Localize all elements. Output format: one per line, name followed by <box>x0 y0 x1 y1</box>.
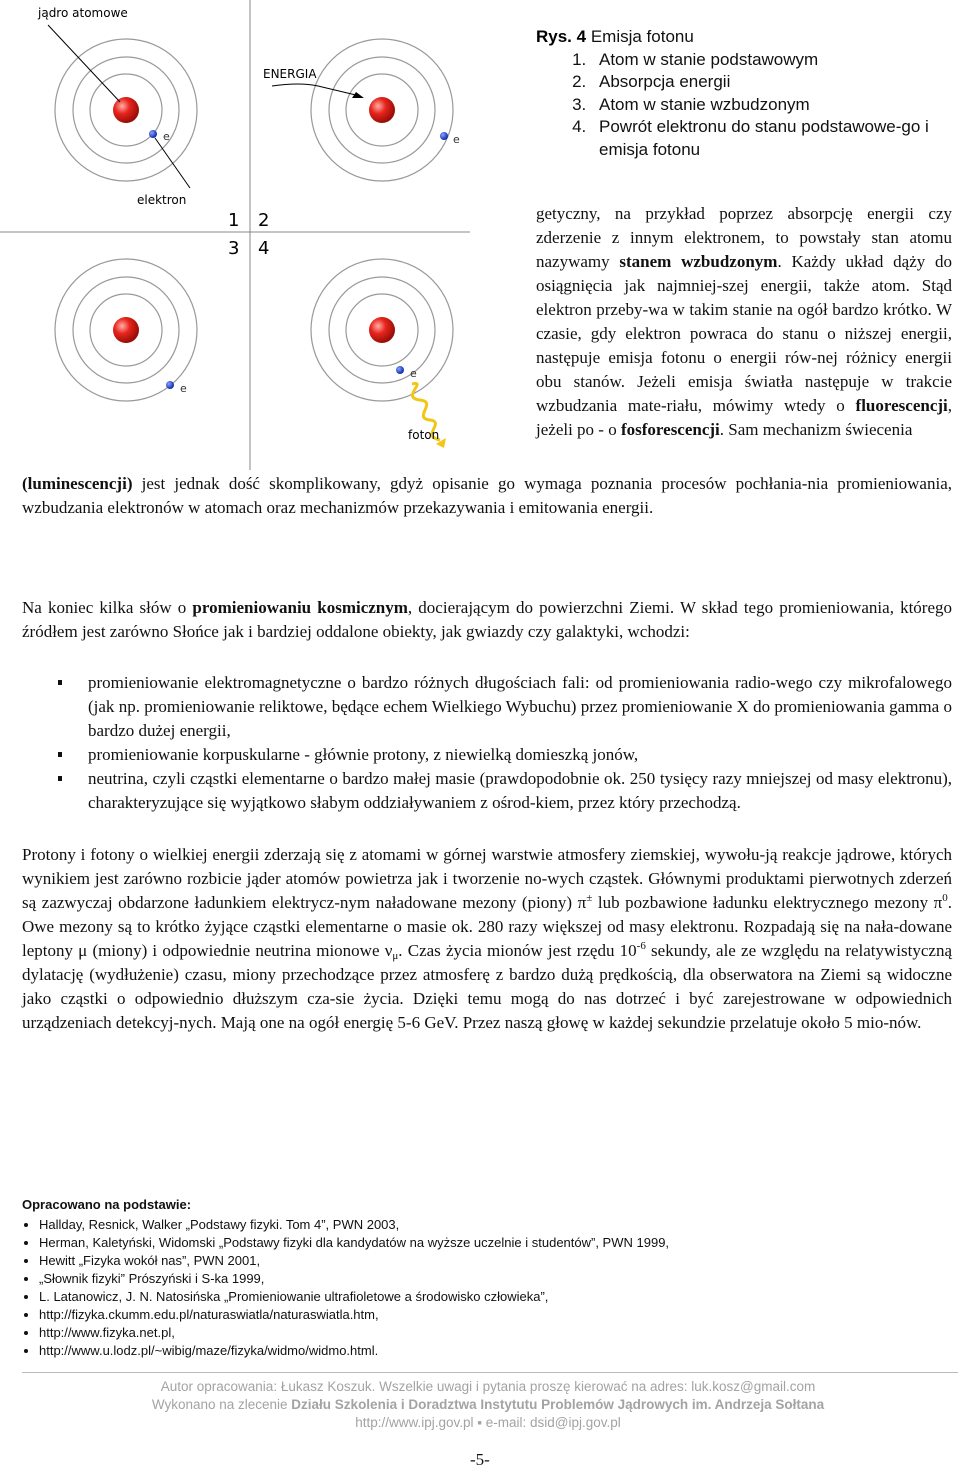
source-link[interactable]: http://fizyka.ckumm.edu.pl/naturaswiatla/naturaswiatla.htm, <box>22 1306 922 1324</box>
nucleus-2 <box>369 97 395 123</box>
source-item: Herman, Kaletyński, Widomski „Podstawy fizyki dla kandydatów na wyższe uczelnie i studentów”, PWN 1999, <box>22 1234 922 1252</box>
caption-item: 3. Atom w stanie wzbudzonym <box>591 94 936 117</box>
muons-paragraph: Protony i fotony o wielkiej energii zderzają się z atomami w górnej warstwie atmosfery ziemskiej, wywołu-ją reakcje jądrowe, których wynikiem jest zarówno rozbicie jąder atomów powietrza jak i tworzenie no-wych cząstek. Głównymi produktami pierwotnych zderzeń są zazwyczaj obdarzone ładunkiem elektrycz-nym naładowane mezony (piony) π± lub pozbawione ładunku elektrycznego mezony $\pi^0$. Owe mezony są to krótko żyjące cząstki elementarne o masie ok. 280 razy większej od masy elektronu. Rozpadają się na nała-dowane leptony μ (miony) i odpowiednie neutrina mionowe $\nu_\mu$. Czas życia mionów jest rzędu $10^{-6}$ sekundy, ale ze względu na relatywistyczną dylatację (wydłużenie) czasu, miony przechodzące przez atmosferę z bardzo dużą prędkością, dla obserwatora na Ziemi są widoczne jako cząstki o odpowiednio dłuższym cza-sie życia. Dzięki temu mogą do nas dotrzeć i być zarejestrowane w odpowiednich urządzeniach detekcyj-nych. Mają one na ogół energię 5-6 GeV. Przez naszą głowę w każdej sekundzie przelatuje około 5 mio-nów. <box>22 845 953 1032</box>
panel-3-excited-state <box>55 259 197 401</box>
source-item: Hewitt „Fizyka wokół nas”, PWN 2001, <box>22 1252 922 1270</box>
cosmic-radiation-intro: Na koniec kilka słów o promieniowaniu kosmicznym, docierającym do powierzchni Ziemi. W skład tego promieniowania, którego źródłem jest zarówno Słońce jak i bardziej oddalone obiekty, jak gwiazdy czy galaktyki, wchodzi: <box>22 598 953 641</box>
panel-1-ground-state <box>37 6 197 207</box>
sources-heading: Opracowano na podstawie: <box>22 1197 192 1212</box>
source-item: Hallday, Resnick, Walker „Podstawy fizyki. Tom 4”, PWN 2003, <box>22 1216 922 1234</box>
source-link[interactable]: http://www.fizyka.net.pl, <box>22 1324 922 1342</box>
svg-text:2: 2 <box>258 210 270 231</box>
list-item: neutrina, czyli cząstki elementarne o bardzo małej masie (prawdopodobnie ok. 250 tysięcy razy mniejszej od masy elektronu), charakteryzujące się wyjątkowo słabym oddziaływaniem z ośrod-kiem, przez który przechodzą. <box>22 767 952 815</box>
svg-text:1: 1 <box>228 210 240 231</box>
footer-author: Autor opracowania: Łukasz Koszuk. Wszelkie uwagi i pytania proszę kierować na adres: luk.kosz@gmail.com <box>160 1379 816 1394</box>
source-item: L. Latanowicz, J. N. Natosińska „Promieniowanie ultrafioletowe a środowisko człowieka”, <box>22 1288 922 1306</box>
svg-text:e: e <box>163 130 170 143</box>
panel-2-absorption <box>263 39 460 181</box>
electron-2 <box>440 132 448 140</box>
footer <box>0 1378 960 1432</box>
page-number: -5- <box>470 1450 490 1469</box>
panel-4-photon-emission <box>311 259 453 448</box>
list-item: promieniowanie elektromagnetyczne o bardzo różnych długościach fali: od promieniowania radio-wego czy mikrofalowego (jak np. promieniowanie reliktowe, będące echem Wielkiego Wybuchu) przez promieniowanie X do promieniowania gamma o bardzo dużej energii, <box>22 671 952 743</box>
svg-text:e: e <box>180 382 187 395</box>
nucleus-3 <box>113 317 139 343</box>
svg-text:4: 4 <box>258 238 270 259</box>
footer-commission: Wykonano na zlecenie Działu Szkolenia i Doradztwa Instytutu Problemów Jądrowych im. Andrzeja Sołtana <box>151 1397 825 1412</box>
source-item: „Słownik fizyki” Prószyński i S-ka 1999, <box>22 1270 922 1288</box>
caption-item: 2. Absorpcja energii <box>591 71 936 94</box>
svg-text:e: e <box>410 367 417 380</box>
footer-divider <box>22 1372 958 1373</box>
nucleus-1 <box>113 97 139 123</box>
luminescence-paragraph: (luminescencji) jest jednak dość skomplikowany, gdyż opisanie go wymaga poznania procesów pochłania-nia promieniowania, wzbudzania elektronów w atomach oraz mechanizmów przekazywania i emitowania energii. <box>22 474 952 517</box>
label-nucleus: jądro atomowe <box>38 6 128 20</box>
caption-title: Rys. 4 <box>536 27 587 46</box>
caption-item: 4. Powrót elektronu do stanu podstawowe-go i emisja fotonu <box>591 116 936 161</box>
cosmic-radiation-list <box>22 671 952 815</box>
source-link[interactable]: http://www.u.lodz.pl/~wibig/maze/fizyka/widmo/widmo.html. <box>22 1342 922 1360</box>
caption-item: 1. Atom w stanie podstawowym <box>591 49 936 72</box>
electron-1 <box>149 130 157 138</box>
list-item: promieniowanie korpuskularne - głównie protony, z niewielką domieszką jonów, <box>22 743 952 767</box>
label-photon: foton <box>408 428 440 442</box>
electron-3 <box>166 381 174 389</box>
panel-numbers <box>228 210 269 259</box>
excited-state-paragraph: getyczny, na przykład poprzez absorpcję energii czy zderzenie z innym elektronem, to powstały stan atomu nazywamy stanem wzbudzonym. Każdy układ dąży do osiągnięcia jak najmniej-szej energii, także atom. Stąd elektron przeby-wa w takim stanie na ogół bardzo krótko. W czasie, gdy elektron powraca do stanu o niższej energii, następuje emisja fotonu o energii rów-nej różnicy energii obu stanów. Jeżeli emisja światła następuje w trakcie wzbudzania mate-riału, mówimy wtedy o fluorescencji, jeżeli po - o fosforescencji. Sam mechanizm świecenia <box>536 204 952 439</box>
label-energy: ENERGIA <box>263 67 317 81</box>
nucleus-4 <box>369 317 395 343</box>
atom-emission-figure <box>0 0 470 470</box>
label-electron: elektron <box>137 193 187 207</box>
caption-title-rest: Emisja fotonu <box>586 27 694 46</box>
electron-4 <box>396 366 404 374</box>
footer-contact[interactable]: http://www.ipj.gov.pl ▪ e-mail: dsid@ipj.gov.pl <box>355 1415 621 1430</box>
figure-caption <box>536 26 936 161</box>
svg-text:3: 3 <box>228 238 240 259</box>
svg-text:e: e <box>453 133 460 146</box>
sources-section <box>22 1196 922 1360</box>
